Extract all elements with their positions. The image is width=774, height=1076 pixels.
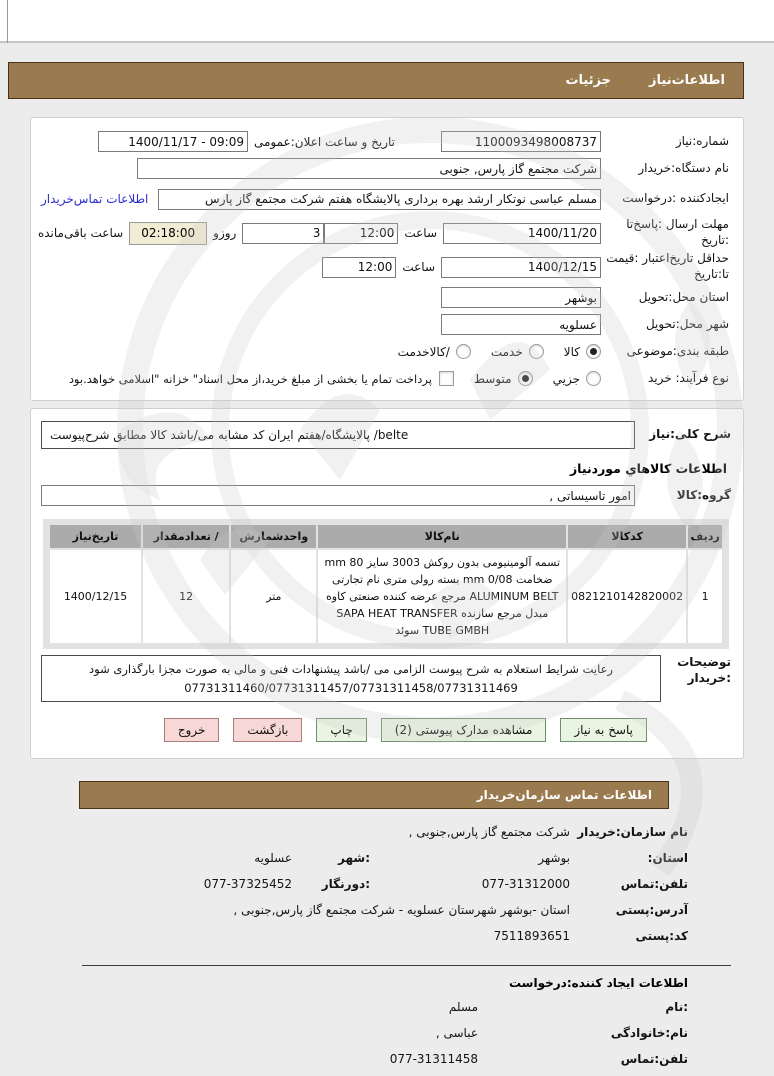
- cell-unit: متر: [231, 550, 316, 643]
- treasury-checkbox-label: پرداخت تمام یا بخشی از مبلغ خرید،از محل اسناد" خزانه "اسلامی خواهد.بود: [68, 371, 432, 386]
- deadline-row: [37, 216, 729, 250]
- contact-address-value: استان -بوشهر شهرستان عسلویه - شرکت مجتمع گاز پارس,جنوبی ,: [233, 903, 570, 918]
- contact-org-row: [60, 823, 688, 849]
- cell-index: 1: [688, 550, 722, 643]
- contact-section-title: اطلاعات تماس سازمان‌خریدار: [476, 788, 652, 803]
- goods-group-input[interactable]: [41, 485, 635, 506]
- tab-need-info[interactable]: اطلاعات‌نیاز: [649, 73, 725, 88]
- contact-phone-row: [60, 875, 688, 901]
- contact-fax-value: 077-37325452: [203, 877, 292, 892]
- contact-province-value: بوشهر: [538, 851, 570, 866]
- deadline-time-input[interactable]: [324, 223, 398, 244]
- buyer-notes-line1: رعایت شرایط استعلام به شرح پیوست الزامی می /باشد پیشنهادات فنی و مالی به صورت مجزا بارگذاری شود: [89, 662, 613, 677]
- contact-phone-value: 077-31312000: [481, 877, 570, 892]
- creator-info-section: [60, 998, 688, 1076]
- buyer-org-label: نام دستگاه:خریدار: [638, 160, 729, 175]
- section-divider: [82, 965, 731, 966]
- goods-table-header: [50, 525, 722, 548]
- contact-fax-label: :دورنگار: [321, 877, 370, 892]
- radio-partial-label: جزیي: [552, 371, 580, 386]
- col-name: نام‌کالا: [318, 525, 566, 548]
- top-strip: [0, 0, 774, 43]
- province-label: استان محل:تحویل: [638, 289, 729, 304]
- radio-service-label: خدمت: [490, 344, 523, 359]
- contact-info-section: [60, 823, 688, 953]
- buyer-contact-link[interactable]: اطلاعات تماس‌خریدار: [41, 192, 149, 206]
- radio-goods-service-label: /کالاخدمت: [397, 344, 450, 359]
- buyer-notes-row: [41, 655, 731, 702]
- deadline-date-input[interactable]: [443, 223, 601, 244]
- contact-province-row: [60, 849, 688, 875]
- classification-label: طبقه بندی:موضوعی: [626, 343, 729, 358]
- back-button[interactable]: بازگشت: [233, 718, 302, 742]
- contact-province-label: استان:: [647, 851, 688, 866]
- radio-partial[interactable]: [586, 371, 601, 386]
- contact-org-label: نام سازمان:خریدار: [577, 825, 688, 840]
- goods-table-wrap: [43, 519, 729, 649]
- city-label: شهر محل:تحویل: [645, 316, 729, 331]
- contact-postal-label: کد:پستی: [635, 929, 688, 944]
- creator-first-name-row: [60, 998, 688, 1024]
- col-unit: واحدشمارش: [231, 525, 316, 548]
- creator-input[interactable]: [158, 189, 601, 210]
- cell-code: 0821210142820002: [568, 550, 686, 643]
- page-edge-line: [7, 0, 8, 43]
- creator-phone-label: تلفن:تماس: [620, 1052, 688, 1067]
- buyer-notes-label: توضیحات :خریدار: [677, 655, 731, 685]
- contact-org-value: شرکت مجتمع گاز پارس,جنوبی ,: [408, 825, 570, 840]
- radio-service[interactable]: [529, 344, 544, 359]
- countdown-timer: [129, 222, 207, 245]
- need-number-label: شماره:نیاز: [675, 133, 729, 148]
- table-row[interactable]: [50, 550, 722, 643]
- need-desc-label: شرح کلی:نیاز: [649, 427, 731, 442]
- contact-section-bar: [79, 781, 669, 809]
- header-bar: [8, 62, 744, 99]
- creator-section-title: اطلاعات ایجاد کننده:درخواست: [508, 976, 688, 991]
- buyer-org-row: [41, 155, 729, 182]
- deadline-hour-label: ساعت: [404, 226, 437, 240]
- radio-goods-label: کالا: [563, 344, 580, 359]
- creator-first-name-value: مسلم: [448, 1000, 478, 1015]
- treasury-checkbox[interactable]: [439, 371, 454, 386]
- respond-button[interactable]: پاسخ به نیاز: [560, 718, 647, 742]
- goods-info-title: اطلاعات کالاهاي موردنیاز: [569, 461, 727, 476]
- contact-city-label: :شهر: [338, 851, 370, 866]
- contact-postal-value: 7511893651: [493, 929, 570, 944]
- buyer-notes-line2: 07731311460/07731311457/07731311458/07731311469: [184, 680, 518, 695]
- remaining-label: ساعت باقی‌مانده: [37, 226, 124, 240]
- need-number-row: [41, 128, 729, 155]
- col-need-date: تاریخ‌نیاز: [50, 525, 141, 548]
- validity-hour-label: ساعت: [402, 260, 435, 274]
- city-input[interactable]: [441, 314, 601, 335]
- radio-medium[interactable]: [518, 371, 533, 386]
- cell-quantity: 12: [143, 550, 229, 643]
- need-desc-box: belte/ پالایشگاه/هفتم ایران کد مشابه می/باشد کالا مطابق شرح‌پیوست: [41, 421, 635, 449]
- creator-last-name-row: [60, 1024, 688, 1050]
- creator-first-name-label: :نام: [665, 1000, 688, 1015]
- days-remaining-input[interactable]: [242, 223, 324, 244]
- validity-time-input[interactable]: [322, 257, 396, 278]
- province-row: [41, 284, 729, 311]
- cell-need-date: 1400/12/15: [50, 550, 141, 643]
- process-type-label: نوع فرآیند: خرید: [648, 370, 729, 385]
- goods-group-row: [41, 482, 731, 509]
- creator-last-name-label: نام:خانوادگی: [610, 1026, 688, 1041]
- days-label: روزو: [213, 226, 237, 240]
- creator-label: ایجادکننده :درخواست: [622, 191, 729, 206]
- contact-postal-row: [60, 927, 688, 953]
- creator-phone-value: 077-31311458: [389, 1052, 478, 1067]
- exit-button[interactable]: خروج: [164, 718, 220, 742]
- need-form-panel: [30, 117, 744, 401]
- goods-table: [48, 523, 724, 645]
- cell-name: تسمه آلومینیومی بدون روکش 3003 سایز 80 mm ضخامت 0/08 mm بسته رولی متری نام تجارتی ALUMINUM BELT مرجع عرضه کننده صنعتی کاوه مبدل مرجع سازنده SAPA HEAT TRANSFER TUBE GMBH سوئد: [318, 550, 566, 643]
- validity-label: حداقل تاریخ‌اعتبار :قیمت تا:تاریخ: [606, 251, 729, 281]
- buyer-notes-box: [41, 655, 661, 702]
- action-buttons-row: [41, 718, 647, 742]
- contact-address-row: [60, 901, 688, 927]
- col-code: کدکالا: [568, 525, 686, 548]
- view-attachments-button[interactable]: مشاهده مدارک پیوستی (2): [381, 718, 547, 742]
- creator-row: [41, 182, 729, 216]
- col-index: ردیف: [688, 525, 722, 548]
- col-quantity: / تعدادمقدار: [143, 525, 229, 548]
- contact-address-label: آدرس:پستی: [615, 903, 688, 918]
- need-desc-row: [41, 421, 731, 449]
- radio-goods-service[interactable]: [456, 344, 471, 359]
- print-button[interactable]: چاپ: [316, 718, 366, 742]
- radio-goods[interactable]: [586, 344, 601, 359]
- tab-details[interactable]: جزئیات: [565, 73, 612, 88]
- contact-phone-label: تلفن:تماس: [620, 877, 688, 892]
- goods-group-label: گروه:کالا: [676, 487, 731, 502]
- contact-city-value: عسلویه: [254, 851, 292, 866]
- province-input[interactable]: [441, 287, 601, 308]
- need-description-panel: [30, 408, 744, 759]
- creator-last-name-value: عباسی ,: [435, 1026, 478, 1041]
- announce-label: تاریخ و ساعت اعلان:عمومی: [253, 134, 395, 149]
- creator-phone-row: [60, 1050, 688, 1076]
- announce-input[interactable]: [98, 131, 248, 152]
- city-row: [41, 311, 729, 338]
- validity-row: [41, 250, 729, 284]
- radio-medium-label: متوسط: [473, 371, 512, 386]
- need-number-input[interactable]: [441, 131, 601, 152]
- validity-date-input[interactable]: [441, 257, 601, 278]
- deadline-label: مهلت ارسال :پاسخ‌تا :تاریخ: [626, 217, 729, 247]
- classification-row: [41, 338, 729, 365]
- process-type-row: [41, 365, 729, 392]
- buyer-org-input[interactable]: [137, 158, 601, 179]
